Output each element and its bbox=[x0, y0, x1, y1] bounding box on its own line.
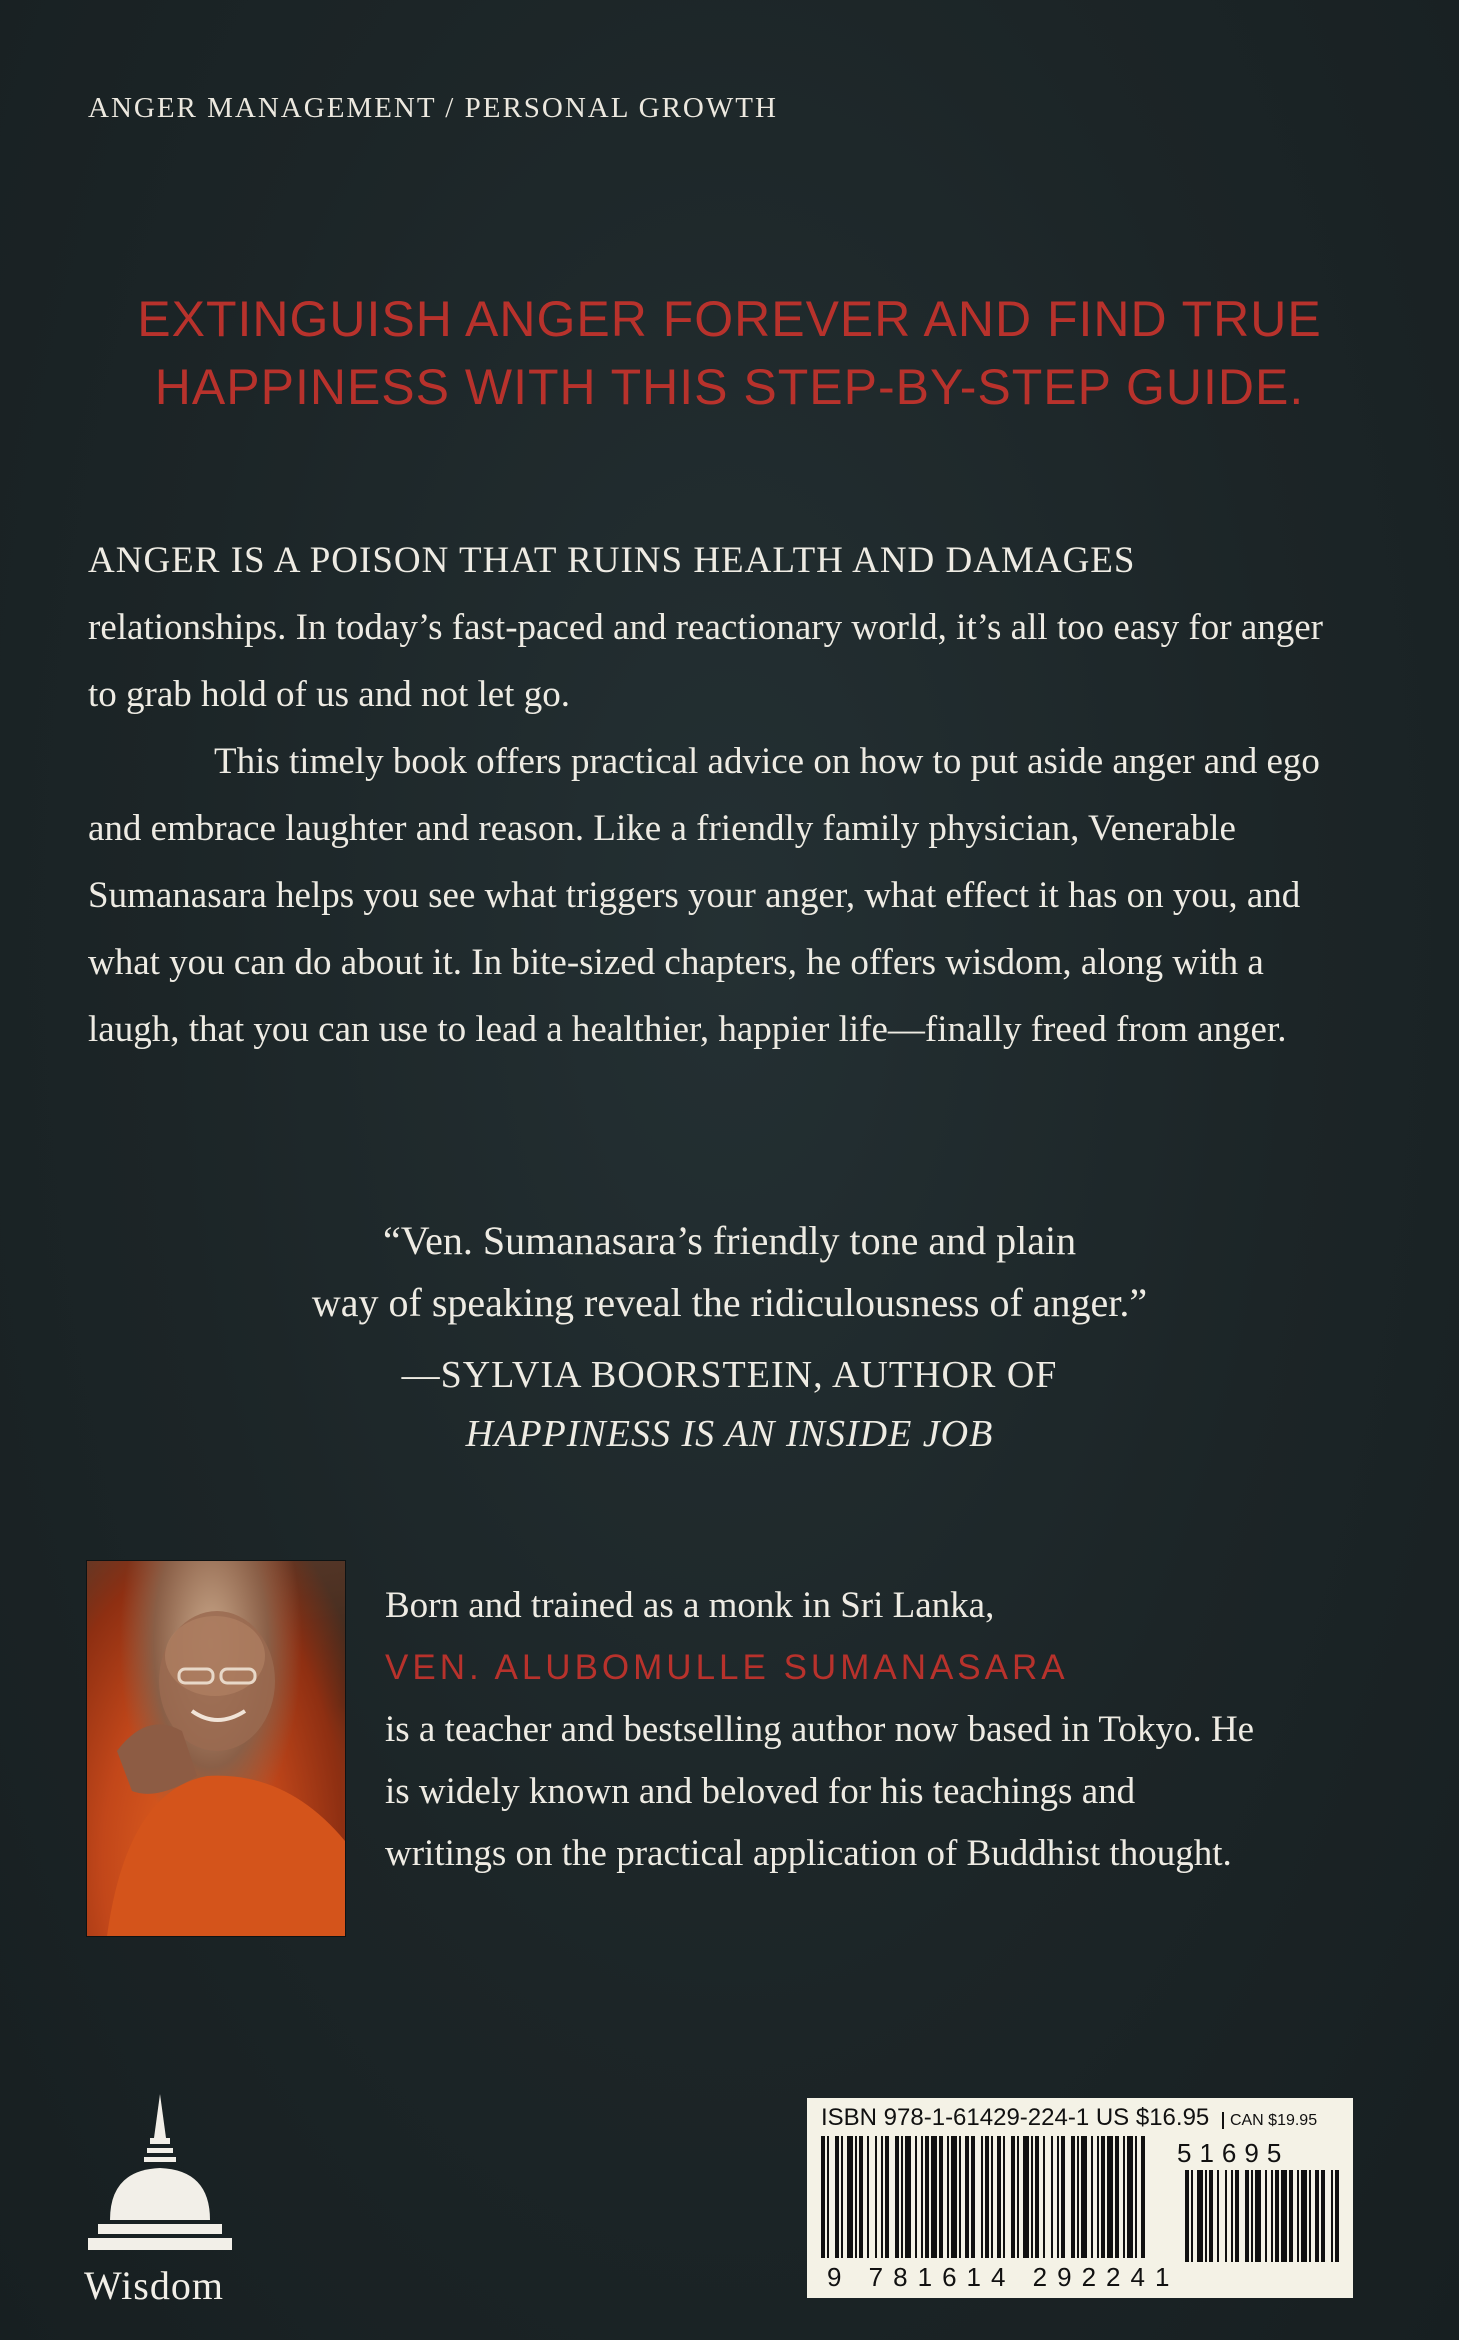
tagline bbox=[0, 285, 1459, 421]
barcode-bar bbox=[1097, 2136, 1099, 2258]
barcode-bar bbox=[1077, 2136, 1079, 2258]
barcode-bar bbox=[1023, 2136, 1029, 2258]
price-us: US $16.95 bbox=[1095, 2104, 1210, 2131]
barcode-bar bbox=[895, 2136, 899, 2258]
stupa-icon bbox=[80, 2090, 240, 2260]
barcode-addon-bar bbox=[1209, 2170, 1213, 2262]
description-paragraph-1 bbox=[88, 527, 1338, 728]
barcode-bar bbox=[867, 2136, 869, 2258]
bio-body: is a teacher and bestselling author now based in Tokyo. He is widely known and beloved for his teachings and writings on the practical application of Buddhist thought. bbox=[385, 1709, 1255, 1874]
tagline-line-1: EXTINGUISH ANGER FOREVER AND FIND TRUE bbox=[137, 291, 1322, 347]
barcode-bar bbox=[827, 2136, 829, 2258]
barcode-bar bbox=[1011, 2136, 1015, 2258]
barcode-addon-bar bbox=[1265, 2170, 1267, 2262]
description-paragraph-2: This timely book offers practical advice on how to put aside anger and ego and embrace laughter and reason. Like a friendly family physician, Venerable Sumanasara helps you see what triggers your anger, what effect it has on you, and what you can do about it. In bite-sized chapters, he offers wisdom, along with a laugh, that you can use to lead a healthier, happier life—finally freed from anger. bbox=[88, 741, 1320, 1050]
barcode-bar bbox=[951, 2136, 957, 2258]
barcode-bar bbox=[885, 2136, 889, 2258]
barcode-bar bbox=[1123, 2136, 1125, 2258]
barcode-bar bbox=[859, 2136, 863, 2258]
barcode-addon-bar bbox=[1185, 2170, 1189, 2262]
barcode-addon-bar bbox=[1245, 2170, 1249, 2262]
barcode-addon-bar bbox=[1301, 2170, 1307, 2262]
barcode-addon-bar bbox=[1197, 2170, 1203, 2262]
publisher-logo bbox=[80, 2090, 240, 2310]
barcode-bar bbox=[905, 2136, 911, 2258]
barcode-bar bbox=[1101, 2136, 1105, 2258]
barcode-bar bbox=[1115, 2136, 1119, 2258]
quote-book-title: HAPPINESS IS AN INSIDE JOB bbox=[465, 1412, 994, 1455]
barcode-bar bbox=[835, 2136, 839, 2258]
isbn-line bbox=[821, 2104, 1317, 2132]
author-name: VEN. ALUBOMULLE SUMANASARA bbox=[385, 1648, 1069, 1687]
description-paragraph-1-rest: relationships. In today’s fast-paced and reactionary world, it’s all too easy for anger to grab hold of us and not let go. bbox=[88, 607, 1323, 715]
barcode-bar bbox=[821, 2136, 825, 2258]
description bbox=[88, 527, 1338, 1063]
tagline-line-2: HAPPINESS WITH THIS STEP-BY-STEP GUIDE. bbox=[154, 359, 1305, 415]
barcode-addon-bar bbox=[1217, 2170, 1219, 2262]
barcode-bar bbox=[1035, 2136, 1039, 2258]
barcode-addon-bar bbox=[1251, 2170, 1253, 2262]
barcode-bar bbox=[841, 2136, 843, 2258]
barcode-addon-bar bbox=[1255, 2170, 1261, 2262]
quote-line-2: way of speaking reveal the ridiculousness of anger.” bbox=[311, 1280, 1148, 1325]
barcode-bar bbox=[881, 2136, 883, 2258]
barcode-addon-bar bbox=[1309, 2170, 1311, 2262]
barcode-addon-bar bbox=[1205, 2170, 1207, 2262]
barcode-bar bbox=[1091, 2136, 1093, 2258]
author-photo bbox=[86, 1560, 346, 1937]
barcode-addon-bar bbox=[1281, 2170, 1287, 2262]
barcode-bar bbox=[1107, 2136, 1113, 2258]
barcode-addon-bar bbox=[1225, 2170, 1227, 2262]
barcode-bar bbox=[1031, 2136, 1033, 2258]
barcode-bar bbox=[1051, 2136, 1053, 2258]
isbn: ISBN 978-1-61429-224-1 bbox=[821, 2104, 1090, 2131]
barcode-bar bbox=[1057, 2136, 1059, 2258]
barcode-addon-bar bbox=[1321, 2170, 1325, 2262]
barcode-bar bbox=[965, 2136, 969, 2258]
barcode-bar bbox=[1127, 2136, 1133, 2258]
category-label: ANGER MANAGEMENT / PERSONAL GROWTH bbox=[88, 92, 778, 124]
barcode-bar bbox=[997, 2136, 1001, 2258]
description-lead-caps: ANGER IS A POISON THAT RUINS HEALTH AND DAMAGES bbox=[88, 540, 1136, 581]
barcode-bar bbox=[925, 2136, 929, 2258]
barcode-addon-bar bbox=[1275, 2170, 1279, 2262]
barcode-bar bbox=[931, 2136, 937, 2258]
barcode-digits: 9 781614 292241 bbox=[823, 2262, 1183, 2293]
endorsement-quote bbox=[0, 1210, 1459, 1464]
barcode-label bbox=[807, 2098, 1353, 2298]
barcode-bar bbox=[985, 2136, 989, 2258]
barcode-bar bbox=[1081, 2136, 1087, 2258]
barcode-addon-bar bbox=[1331, 2170, 1333, 2262]
barcode-bar bbox=[847, 2136, 853, 2258]
barcode-bar bbox=[1141, 2136, 1145, 2258]
barcode-addon-bar bbox=[1271, 2170, 1273, 2262]
barcode-bar bbox=[981, 2136, 983, 2258]
barcode-bar bbox=[947, 2136, 949, 2258]
barcode-bar bbox=[1071, 2136, 1075, 2258]
barcode-bar bbox=[855, 2136, 857, 2258]
barcode-bar bbox=[1135, 2136, 1137, 2258]
barcode-addon-bar bbox=[1335, 2170, 1339, 2262]
bio-intro: Born and trained as a monk in Sri Lanka, bbox=[385, 1585, 995, 1626]
barcode-addon-bar bbox=[1231, 2170, 1233, 2262]
publisher-name: Wisdom bbox=[84, 2263, 224, 2308]
barcode-bar bbox=[939, 2136, 943, 2258]
price-can: CAN $19.95 bbox=[1222, 2112, 1317, 2129]
barcode-bar bbox=[959, 2136, 961, 2258]
barcode-bar bbox=[1003, 2136, 1005, 2258]
barcode-addon-bar bbox=[1297, 2170, 1299, 2262]
quote-line-1: “Ven. Sumanasara’s friendly tone and plain bbox=[382, 1218, 1077, 1263]
barcode-bar bbox=[1043, 2136, 1045, 2258]
author-photo-illustration bbox=[87, 1561, 345, 1936]
barcode-bar bbox=[991, 2136, 993, 2258]
author-bio bbox=[385, 1575, 1265, 1885]
quote-attribution: —SYLVIA BOORSTEIN, AUTHOR OF bbox=[401, 1354, 1058, 1396]
barcode-addon-bar bbox=[1289, 2170, 1293, 2262]
barcode-addon-bar bbox=[1235, 2170, 1239, 2262]
barcode-addon-bar bbox=[1315, 2170, 1319, 2262]
barcode-bar bbox=[901, 2136, 903, 2258]
barcode-bar bbox=[915, 2136, 917, 2258]
barcode-bar bbox=[971, 2136, 975, 2258]
barcode-bar bbox=[1061, 2136, 1065, 2258]
barcode-bar bbox=[921, 2136, 923, 2258]
barcode-addon-bar bbox=[1191, 2170, 1193, 2262]
barcode-bar bbox=[1017, 2136, 1019, 2258]
barcode-addon: 51695 bbox=[1177, 2138, 1290, 2168]
barcode-bar bbox=[875, 2136, 877, 2258]
